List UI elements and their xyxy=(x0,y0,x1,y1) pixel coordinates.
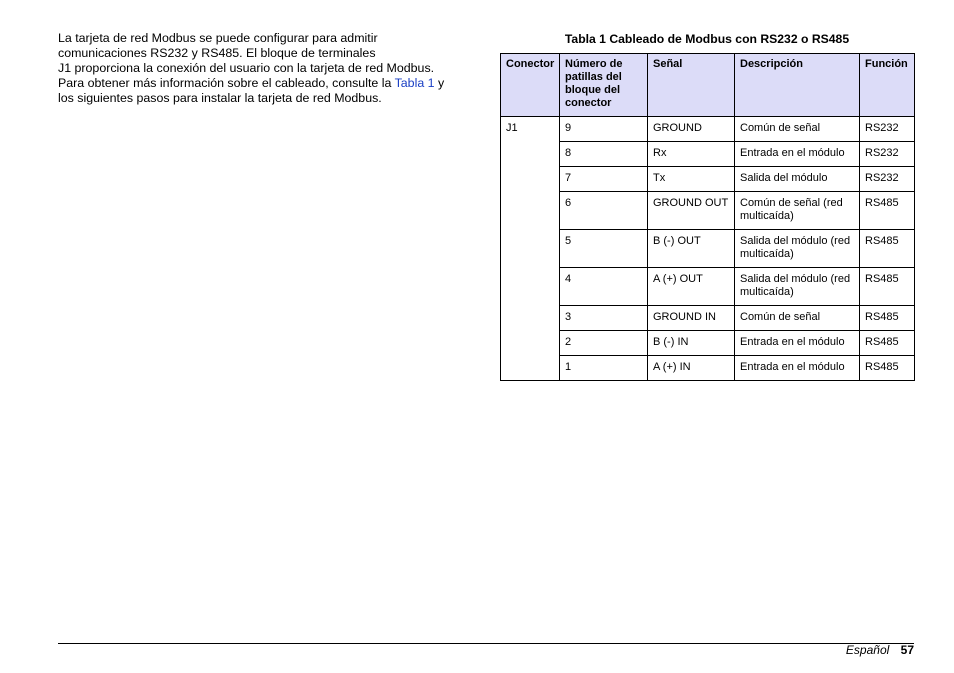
signal-cell: Tx xyxy=(648,167,735,192)
function-cell: RS485 xyxy=(860,356,915,381)
description-cell: Salida del módulo (red multicaída) xyxy=(735,230,860,268)
intro-line: J1 proporciona la conexión del usuario con la tarjeta de red Modbus. xyxy=(58,61,435,75)
intro-paragraph xyxy=(58,31,478,106)
intro-line: los siguientes pasos para instalar la tarjeta de red Modbus. xyxy=(58,91,382,105)
pin-cell: 3 xyxy=(560,306,648,331)
signal-cell: Rx xyxy=(648,142,735,167)
header-function: Función xyxy=(860,54,915,117)
header-connector: Conector xyxy=(501,54,560,117)
header-pins: Número de patillas del bloque del conector xyxy=(560,54,648,117)
pin-cell: 6 xyxy=(560,192,648,230)
page-footer xyxy=(846,643,914,657)
footer-language: Español xyxy=(845,643,890,657)
description-cell: Común de señal (red multicaída) xyxy=(735,192,860,230)
connector-cell: J1 xyxy=(501,117,560,381)
header-signal: Señal xyxy=(648,54,735,117)
signal-cell: B (-) OUT xyxy=(648,230,735,268)
intro-line: La tarjeta de red Modbus se puede configurar para admitir xyxy=(58,31,378,45)
signal-cell: B (-) IN xyxy=(648,331,735,356)
function-cell: RS485 xyxy=(860,306,915,331)
table-row xyxy=(501,142,915,167)
table-row xyxy=(501,331,915,356)
intro-line: y xyxy=(434,76,445,90)
table-row xyxy=(501,268,915,306)
signal-cell: A (+) IN xyxy=(648,356,735,381)
description-cell: Entrada en el módulo xyxy=(735,331,860,356)
description-cell: Común de señal xyxy=(735,117,860,142)
table-row xyxy=(501,230,915,268)
pin-cell: 9 xyxy=(560,117,648,142)
signal-cell: GROUND IN xyxy=(648,306,735,331)
table-row xyxy=(501,192,915,230)
description-cell: Entrada en el módulo xyxy=(735,356,860,381)
pin-cell: 2 xyxy=(560,331,648,356)
table-row xyxy=(501,167,915,192)
pin-cell: 5 xyxy=(560,230,648,268)
function-cell: RS485 xyxy=(860,230,915,268)
table-row xyxy=(501,306,915,331)
table-row xyxy=(501,117,915,142)
signal-cell: A (+) OUT xyxy=(648,268,735,306)
description-cell: Salida del módulo xyxy=(735,167,860,192)
footer-divider xyxy=(58,643,914,644)
function-cell: RS232 xyxy=(860,167,915,192)
header-description: Descripción xyxy=(735,54,860,117)
description-cell: Entrada en el módulo xyxy=(735,142,860,167)
modbus-wiring-table xyxy=(500,53,915,381)
pin-cell: 8 xyxy=(560,142,648,167)
pin-cell: 7 xyxy=(560,167,648,192)
table-title: Tabla 1 Cableado de Modbus con RS232 o RS485 xyxy=(564,32,850,46)
pin-cell: 1 xyxy=(560,356,648,381)
description-cell: Salida del módulo (red multicaída) xyxy=(735,268,860,306)
intro-line: comunicaciones RS232 y RS485. El bloque de terminales xyxy=(58,46,376,60)
description-cell: Común de señal xyxy=(735,306,860,331)
function-cell: RS485 xyxy=(860,192,915,230)
function-cell: RS232 xyxy=(860,117,915,142)
function-cell: RS485 xyxy=(860,268,915,306)
signal-cell: GROUND xyxy=(648,117,735,142)
function-cell: RS232 xyxy=(860,142,915,167)
page-number: 57 xyxy=(900,643,914,657)
function-cell: RS485 xyxy=(860,331,915,356)
pin-cell: 4 xyxy=(560,268,648,306)
signal-cell: GROUND OUT xyxy=(648,192,735,230)
table-header-row xyxy=(501,54,915,117)
intro-line: Para obtener más información sobre el cableado, consulte la xyxy=(58,76,395,90)
table-1-link[interactable]: Tabla 1 xyxy=(394,76,435,90)
table-row xyxy=(501,356,915,381)
